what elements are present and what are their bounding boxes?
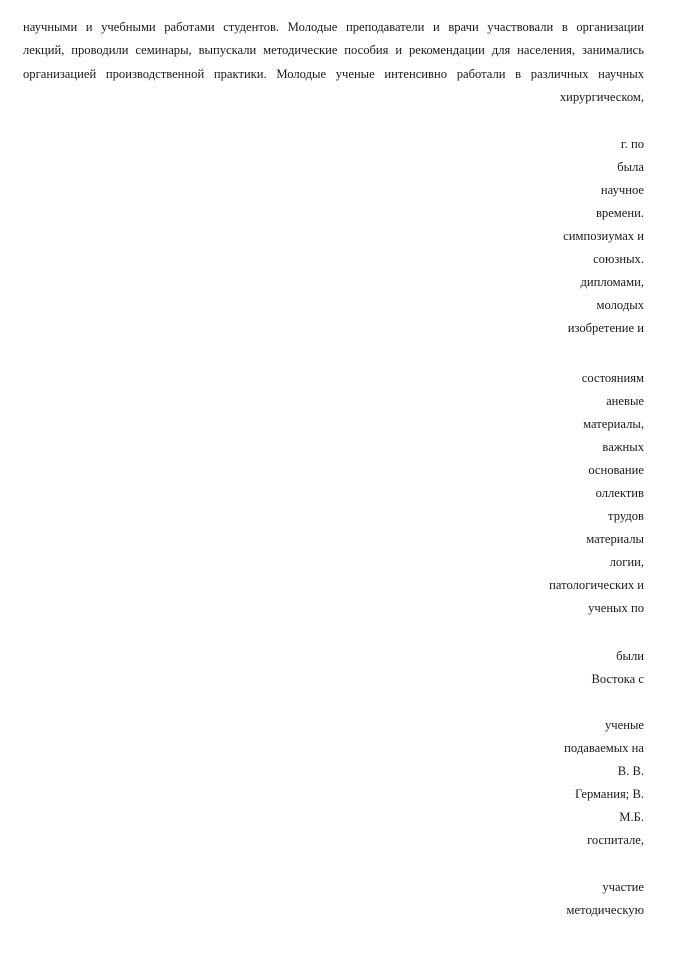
text-fragment: оллектив xyxy=(595,486,644,500)
text-fragment: Востока с xyxy=(591,672,644,686)
text-fragment: ученые xyxy=(604,718,644,732)
text-fragment: В. В. xyxy=(617,764,644,778)
text-fragment: научное xyxy=(600,183,644,197)
text-fragment: ученых по xyxy=(588,601,644,615)
text-fragment: состояниям xyxy=(581,371,644,385)
text-fragment: союзных. xyxy=(593,252,644,266)
text-fragment: важных xyxy=(602,440,644,454)
text-fragment: основание xyxy=(588,463,644,477)
body-paragraph xyxy=(23,16,644,109)
text-fragment: была xyxy=(617,160,644,174)
text-fragment: г. по xyxy=(620,137,644,151)
text-fragment: госпитале, xyxy=(587,833,644,847)
text-fragment: аневые xyxy=(606,394,644,408)
text-fragment: логии, xyxy=(609,555,644,569)
text-fragment: Германия; В. xyxy=(575,787,644,801)
text-fragment: были xyxy=(616,649,644,663)
text-fragment: М.Б. xyxy=(619,810,644,824)
paragraph-line-4: хирургическом, xyxy=(559,89,644,104)
text-fragment: участие xyxy=(602,880,644,894)
text-fragment: материалы, xyxy=(583,417,644,431)
text-fragment: дипломами, xyxy=(580,275,644,289)
text-fragment: времени. xyxy=(595,206,644,220)
text-fragment: материалы xyxy=(586,532,644,546)
paragraph-line-1: научными и учебными работами студентов. Молодые преподаватели и врачи участвовали в организации xyxy=(23,20,644,34)
paragraph-line-2: лекций, проводили семинары, выпускали методические пособия и рекомендации для населения, занимались xyxy=(23,43,644,58)
text-fragment: подаваемых на xyxy=(564,741,644,755)
text-fragment: симпозиумах и xyxy=(563,229,644,243)
text-fragment: патологических и xyxy=(549,578,644,592)
text-fragment: изобретение и xyxy=(567,321,644,335)
text-fragment: трудов xyxy=(608,509,644,523)
text-fragment: методическую xyxy=(566,903,644,917)
paragraph-line-3: организацией производственной практики. Молодые ученые интенсивно работали в различных научных xyxy=(23,66,644,81)
text-fragment: молодых xyxy=(596,298,644,312)
